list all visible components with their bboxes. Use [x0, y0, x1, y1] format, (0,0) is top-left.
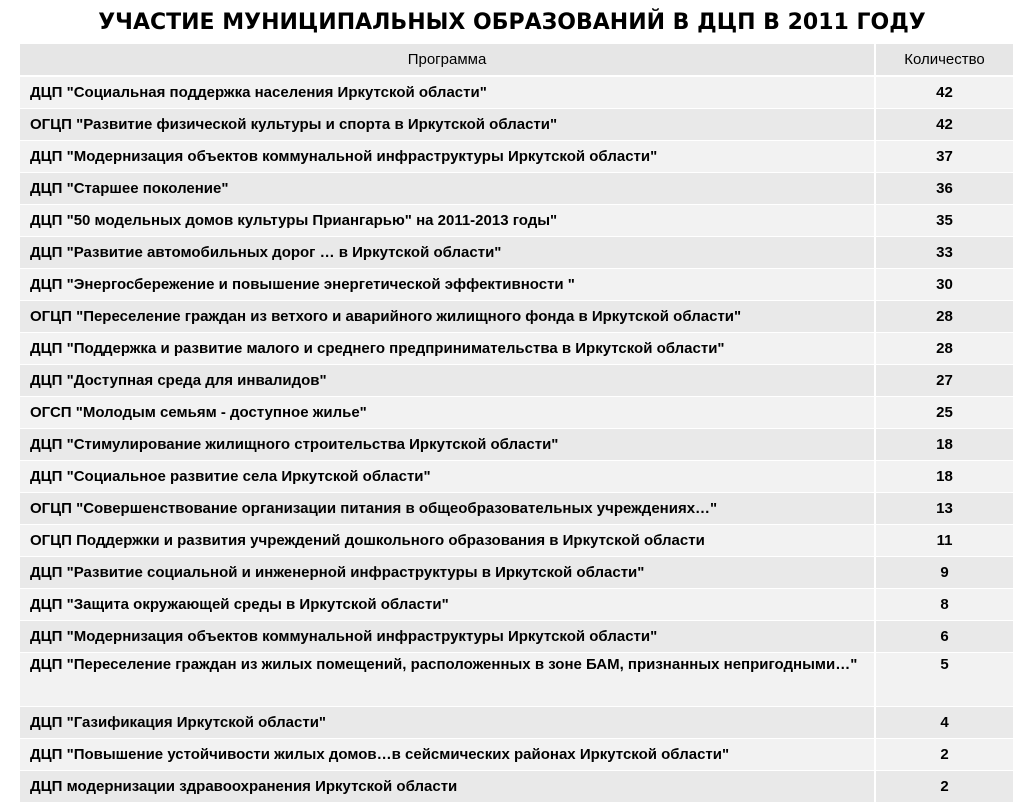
table-row: [20, 589, 1014, 621]
header-count: Количество: [875, 44, 1014, 76]
count-cell: 27: [875, 365, 1014, 397]
table-row: [20, 397, 1014, 429]
table-row: [20, 205, 1014, 237]
count-cell: 2: [875, 739, 1014, 771]
program-cell: ДЦП "Социальная поддержка населения Иркутской области": [20, 76, 875, 109]
count-cell: 4: [875, 707, 1014, 739]
program-cell: ДЦП "Развитие автомобильных дорог … в Иркутской области": [20, 237, 875, 269]
count-cell: 35: [875, 205, 1014, 237]
count-cell: 11: [875, 525, 1014, 557]
table-row: [20, 557, 1014, 589]
count-cell: 18: [875, 429, 1014, 461]
count-cell: 18: [875, 461, 1014, 493]
program-cell: ДЦП "Доступная среда для инвалидов": [20, 365, 875, 397]
table-row: [20, 173, 1014, 205]
program-cell: ДЦП "Повышение устойчивости жилых домов…в сейсмических районах Иркутской области": [20, 739, 875, 771]
table-row: [20, 76, 1014, 109]
count-cell: 6: [875, 621, 1014, 653]
table-row: [20, 429, 1014, 461]
table-row: [20, 269, 1014, 301]
table-row: [20, 707, 1014, 739]
program-cell: ДЦП "50 модельных домов культуры Приангарью" на 2011-2013 годы": [20, 205, 875, 237]
table-row: [20, 301, 1014, 333]
program-cell: ДЦП "Социальное развитие села Иркутской области": [20, 461, 875, 493]
table-row: [20, 365, 1014, 397]
count-cell: 8: [875, 589, 1014, 621]
table-row: [20, 525, 1014, 557]
program-cell: ДЦП "Стимулирование жилищного строительства Иркутской области": [20, 429, 875, 461]
count-cell: 33: [875, 237, 1014, 269]
table-row: [20, 621, 1014, 653]
table-row: [20, 237, 1014, 269]
count-cell: 42: [875, 109, 1014, 141]
program-cell: ДЦП "Поддержка и развитие малого и среднего предпринимательства в Иркутской области": [20, 333, 875, 365]
program-cell: ОГЦП Поддержки и развития учреждений дошкольного образования в Иркутской области: [20, 525, 875, 557]
count-cell: 13: [875, 493, 1014, 525]
table-row: [20, 653, 1014, 707]
count-cell: 42: [875, 76, 1014, 109]
table-row: [20, 333, 1014, 365]
program-cell: ОГЦП "Совершенствование организации питания в общеобразовательных учреждениях…": [20, 493, 875, 525]
header-program: Программа: [20, 44, 875, 76]
table-row: [20, 771, 1014, 803]
count-cell: 28: [875, 301, 1014, 333]
page-title: УЧАСТИЕ МУНИЦИПАЛЬНЫХ ОБРАЗОВАНИЙ В ДЦП В 2011 ГОДУ: [98, 10, 926, 35]
count-cell: 2: [875, 771, 1014, 803]
programs-table: [20, 44, 1015, 803]
program-cell: ОГЦП "Переселение граждан из ветхого и аварийного жилищного фонда в Иркутской области": [20, 301, 875, 333]
count-cell: 30: [875, 269, 1014, 301]
count-cell: 28: [875, 333, 1014, 365]
program-cell: ОГЦП "Развитие физической культуры и спорта в Иркутской области": [20, 109, 875, 141]
program-cell: ДЦП "Старшее поколение": [20, 173, 875, 205]
count-cell: 9: [875, 557, 1014, 589]
count-cell: 5: [875, 653, 1014, 707]
count-cell: 36: [875, 173, 1014, 205]
program-cell: ДЦП "Модернизация объектов коммунальной инфраструктуры Иркутской области": [20, 141, 875, 173]
table-header-row: [20, 44, 1014, 76]
program-cell: ОГСП "Молодым семьям - доступное жилье": [20, 397, 875, 429]
count-cell: 25: [875, 397, 1014, 429]
table-row: [20, 141, 1014, 173]
program-cell: ДЦП "Газификация Иркутской области": [20, 707, 875, 739]
table-row: [20, 493, 1014, 525]
table-row: [20, 109, 1014, 141]
table-row: [20, 739, 1014, 771]
count-cell: 37: [875, 141, 1014, 173]
program-cell: ДЦП "Защита окружающей среды в Иркутской области": [20, 589, 875, 621]
program-cell: ДЦП "Модернизация объектов коммунальной инфраструктуры Иркутской области": [20, 621, 875, 653]
program-cell: ДЦП модернизации здравоохранения Иркутской области: [20, 771, 875, 803]
program-cell: ДЦП "Переселение граждан из жилых помещений, расположенных в зоне БАМ, признанных непригодными…": [20, 653, 875, 707]
table-row: [20, 461, 1014, 493]
program-cell: ДЦП "Развитие социальной и инженерной инфраструктуры в Иркутской области": [20, 557, 875, 589]
program-cell: ДЦП "Энергосбережение и повышение энергетической эффективности ": [20, 269, 875, 301]
